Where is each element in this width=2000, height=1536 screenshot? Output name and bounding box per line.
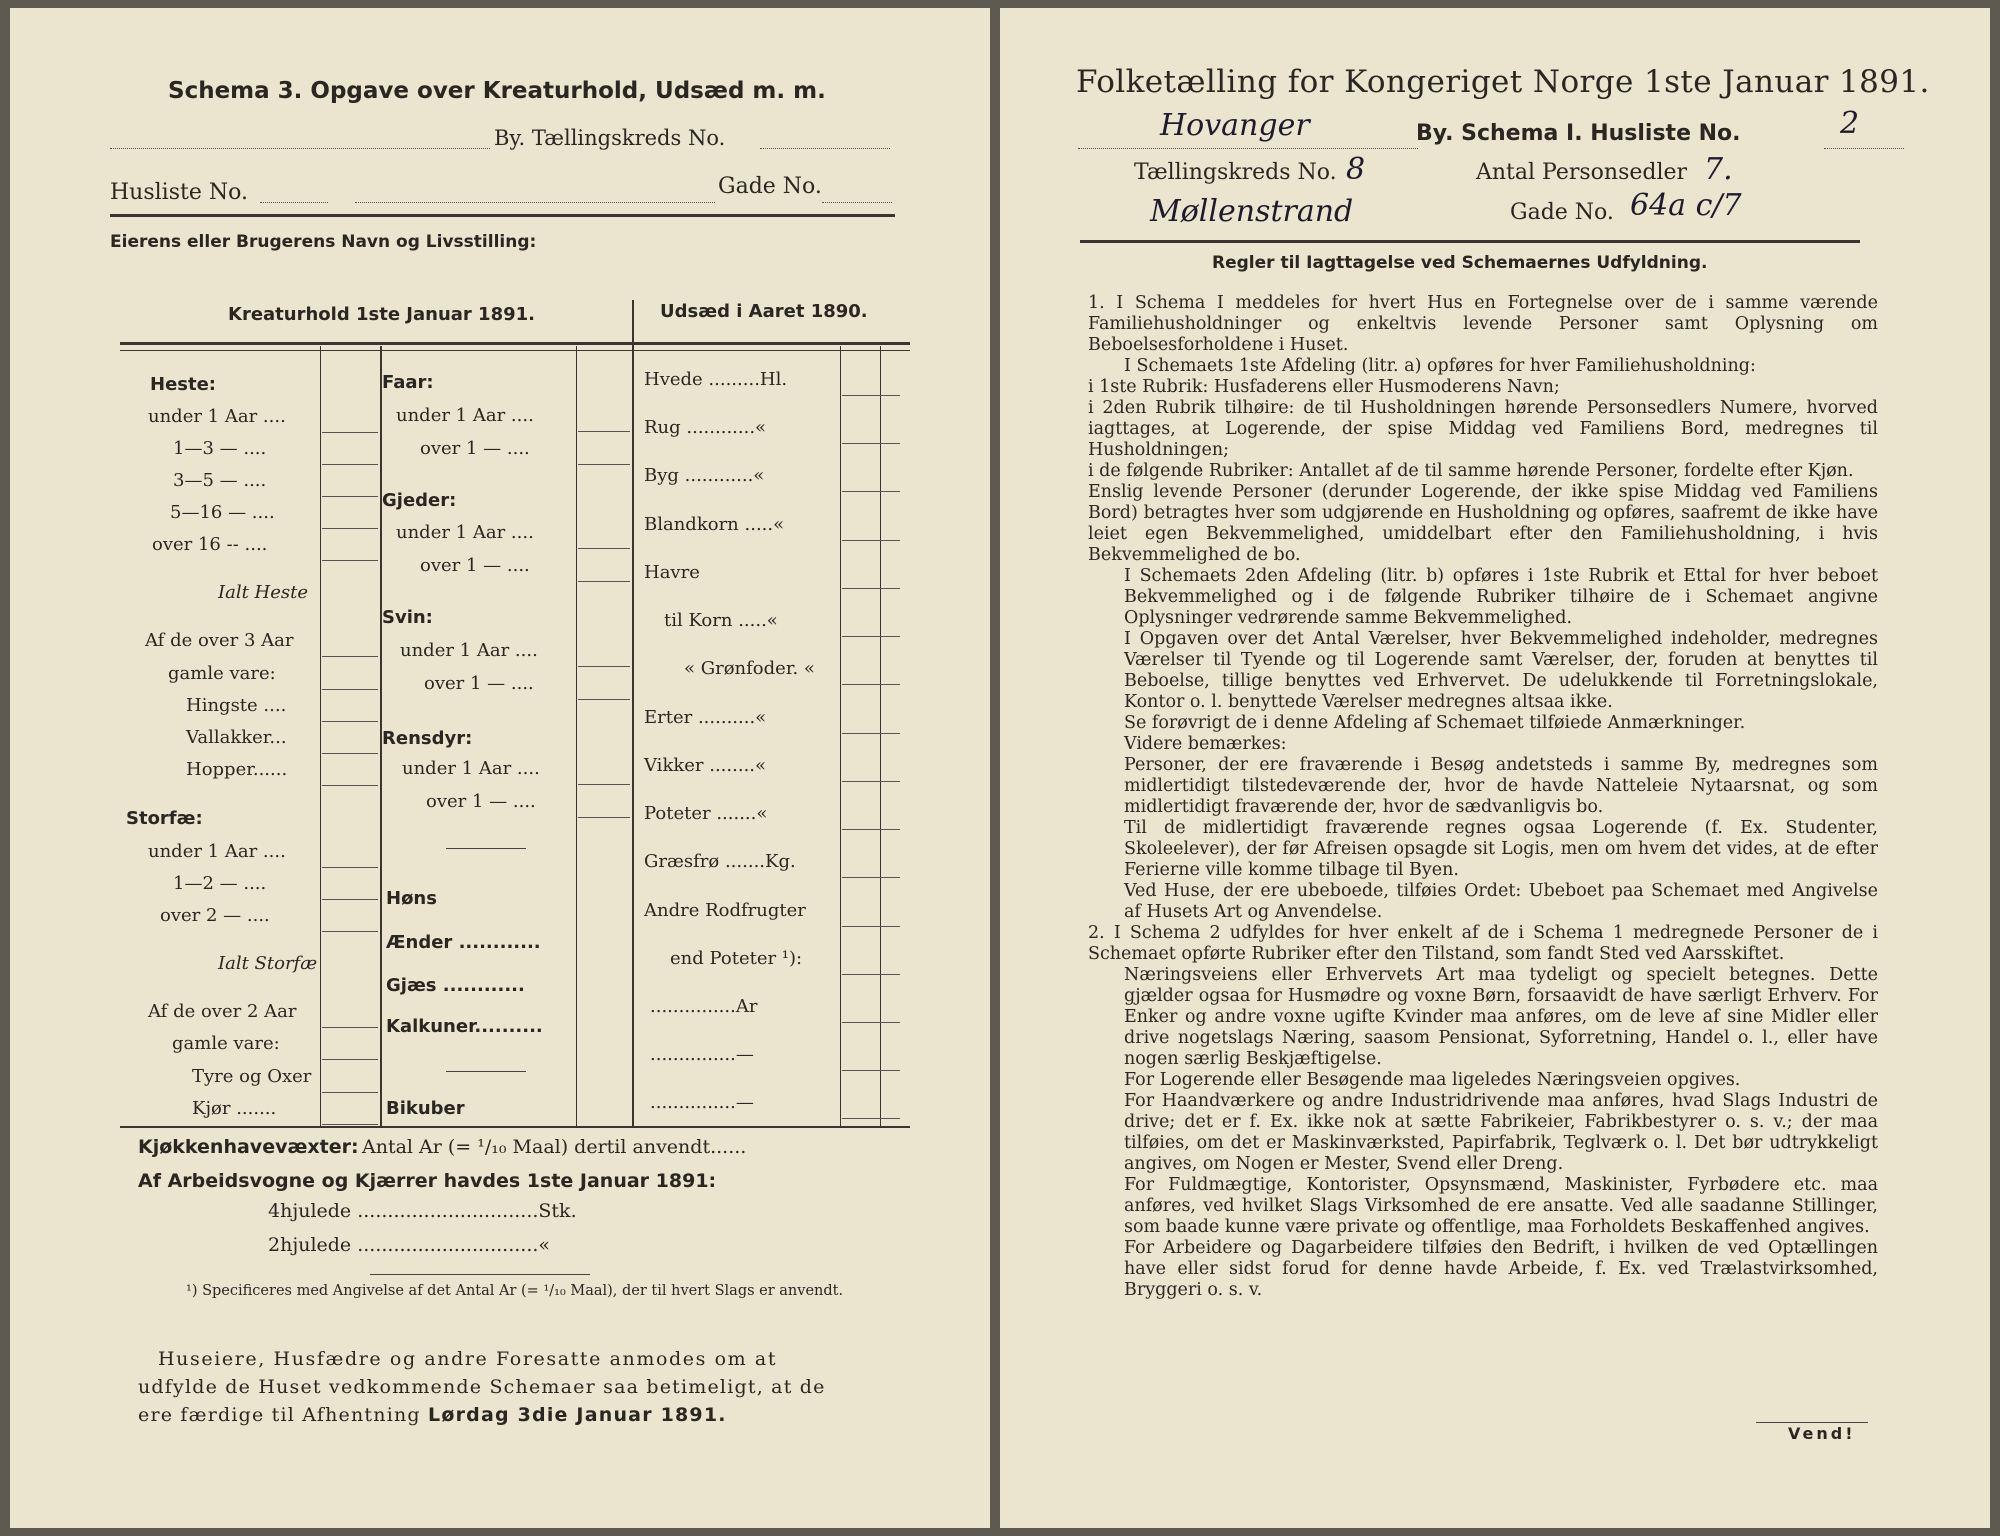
answer-line	[322, 1027, 378, 1028]
form-row-label: ...............—	[650, 1092, 754, 1113]
form-row-label: gamle vare:	[172, 1033, 280, 1054]
schema3-title: Schema 3. Opgave over Kreaturhold, Udsæd m. m.	[168, 78, 826, 104]
answer-line	[842, 491, 900, 492]
form-row-label: 5—16 — ....	[170, 502, 275, 523]
form-row-label: Faar:	[382, 372, 434, 393]
form-row-label: under 1 Aar ....	[148, 841, 286, 862]
answer-line	[842, 1022, 900, 1023]
rule-paragraph: For Arbeidere og Dagarbeidere tilføies den Bedrift, i hvilken de ved Optællingen have eller sidst forud for denne havde Arbeide, f. Ex. ved Trælastvirksomhed, Bryggeri o. s. v.	[1124, 1238, 1878, 1300]
answer-line	[322, 656, 378, 657]
form-row-label: Heste:	[150, 374, 216, 395]
answer-line	[578, 817, 630, 818]
rule-paragraph: Ved Huse, der ere ubeboede, tilføies Ordet: Ubeboet paa Schemaet med Angivelse af Husets Art og Anvendelse.	[1124, 881, 1878, 922]
answer-line	[842, 395, 900, 396]
footnote: ¹) Specificeres med Angivelse af det Antal Ar (= ¹/₁₀ Maal), der til hvert Slags er anvendt.	[186, 1283, 844, 1299]
answer-line	[322, 753, 378, 754]
form-row-label: ...............—	[650, 1044, 754, 1065]
rules-text	[1088, 293, 1878, 1301]
hjul4-label: 4hjulede ..............................Stk.	[268, 1200, 577, 1222]
form-row-label: Ænder ............	[386, 932, 541, 953]
answer-line	[322, 721, 378, 722]
answer-line	[842, 974, 900, 975]
by-handwritten: Hovanger	[1160, 108, 1310, 143]
form-row-label: Græsfrø .......Kg.	[644, 851, 796, 872]
rule-paragraph: For Fuldmægtige, Kontorister, Opsynsmænd, Maskinister, Fyrbødere etc. maa anføres, ved hvilket Slags Virksomhed de ere ansatte. Ved alle saadanne Stillinger, som baade kunne være private og offentlige, maa Forholdets Beskaffenhed angives.	[1124, 1175, 1878, 1237]
answer-line	[842, 829, 900, 830]
answer-line	[578, 666, 630, 667]
form-row-label: Tyre og Oxer	[192, 1066, 312, 1087]
answer-line	[322, 1124, 378, 1125]
closing-line-2: udfylde de Huset vedkommende Schemaer saa betimeligt, at de	[138, 1376, 826, 1398]
answer-line	[322, 899, 378, 900]
answer-line	[842, 1070, 900, 1071]
form-row-label: over 2 — ....	[160, 905, 270, 926]
form-row-label: over 16 -- ....	[152, 534, 268, 555]
form-row-label: til Korn .....«	[664, 610, 778, 631]
answer-line	[842, 1118, 900, 1119]
rule-paragraph: i de følgende Rubriker: Antallet af de til samme hørende Personer, fordelte efter Kjøn.	[1088, 461, 1854, 481]
form-row-label: Ialt Storfæ	[218, 953, 318, 974]
form-row-label: Byg ............«	[644, 465, 765, 486]
answer-line	[842, 684, 900, 685]
rule-paragraph: For Haandværkere og andre Industridrivende maa anføres, hvad Slags Industri de drive; det er f. Ex. ikke nok at sætte Fabrikeier, Fabrikbestyrer o. s. v.; der maa tilføies, om det er Maskinværksted, Papirfabrik, Teglværk o. l. Det bør udtrykkeligt angives, om Nogen er Mester, Svend eller Dreng.	[1124, 1091, 1878, 1174]
answer-line	[322, 528, 378, 529]
answer-line	[578, 784, 630, 785]
form-row-label: under 1 Aar ....	[396, 405, 534, 426]
form-row-label: Rensdyr:	[382, 728, 473, 749]
form-row-label: Vikker ........«	[644, 755, 767, 776]
husliste-label: Husliste No.	[110, 180, 248, 205]
antal-label: Antal Personsedler	[1476, 160, 1688, 185]
form-row-label: over 1 — ....	[420, 438, 530, 459]
answer-line	[322, 496, 378, 497]
answer-line	[578, 431, 630, 432]
answer-line	[842, 588, 900, 589]
form-row-label: Bikuber	[386, 1098, 465, 1119]
antal-handwritten: 7.	[1704, 152, 1733, 187]
kreds-label: Tællingskreds No.	[1134, 160, 1337, 185]
form-row-label: 1—3 — ....	[173, 438, 267, 459]
form-row-label: Høns	[386, 888, 437, 909]
rule-paragraph: Personer, der ere fraværende i Besøg andetsteds i samme By, medregnes som midlertidigt tilstedeværende der, hvor de havde Natteleie Nytaarsnat, og som midlertidigt fraværende der, hvor de sædvanligvis bo.	[1124, 755, 1878, 817]
form-row-label: Hingste ....	[186, 695, 287, 716]
right-page	[1000, 8, 1990, 1528]
gade-handwritten: Møllenstrand	[1150, 194, 1354, 229]
closing-line-3: ere færdige til Afhentning Lørdag 3die Januar 1891.	[138, 1404, 727, 1426]
answer-line	[842, 926, 900, 927]
answer-line	[322, 560, 378, 561]
form-row-label: Andre Rodfrugter	[644, 900, 806, 921]
answer-line	[578, 699, 630, 700]
arbeids-label: Af Arbeidsvogne og Kjærrer havdes 1ste Januar 1891:	[138, 1170, 717, 1192]
form-row-label: « Grønfoder. «	[684, 658, 815, 679]
form-row-label: gamle vare:	[168, 663, 276, 684]
answer-line	[322, 689, 378, 690]
form-row-label: ...............Ar	[650, 996, 758, 1017]
answer-line	[578, 464, 630, 465]
form-row-label: Gjæs ............	[386, 975, 525, 996]
form-row-label: 3—5 — ....	[173, 470, 267, 491]
kjokken-text: Antal Ar (= ¹/₁₀ Maal) dertil anvendt......	[362, 1136, 747, 1158]
rule-paragraph: Til de midlertidigt fraværende regnes ogsaa Logerende (f. Ex. Studenter, Skoleelever), der før Afreisen opsagde sit Logis, men om hvem det vides, at de efter Ferierne ville komme tilbage til Byen.	[1124, 818, 1878, 880]
gade-no-handwritten: 64a c/7	[1630, 188, 1742, 223]
rule-paragraph: I Schemaets 2den Afdeling (litr. b) opføres i 1ste Rubrik et Ettal for hver beboet Bekvemmelighed og i de følgende Rubriker tilhøire de i Schemaet angivne Oplysninger vedrørende samme Bekvemmelighed.	[1124, 566, 1878, 628]
form-row-label: Rug ............«	[644, 417, 767, 438]
form-row-label: Vallakker...	[186, 727, 287, 748]
form-row-label: under 1 Aar ....	[148, 406, 286, 427]
rule-paragraph: i 1ste Rubrik: Husfaderens eller Husmoderens Navn;	[1088, 377, 1560, 397]
answer-line	[578, 581, 630, 582]
answer-line	[842, 443, 900, 444]
answer-line	[842, 877, 900, 878]
form-row-label: Hopper......	[186, 759, 288, 780]
rule-paragraph: Næringsveiens eller Erhvervets Art maa tydeligt og specielt betegnes. Dette gjælder ogsaa for Husmødre og voxne Børn, forsaavidt de have særligt Erhverv. For Enker og andre voxne ugifte Kvinder maa anføres, om de leve af sine Midler eller drive nogetslags Næring, saasom Pensionat, Syforretning, Handel o. l., eller have nogen særlig Beskjæftigelse.	[1124, 965, 1878, 1069]
form-row-label: Kalkuner..........	[386, 1016, 543, 1037]
rule-paragraph: 2. I Schema 2 udfyldes for hver enkelt af de i Schema 1 medregnede Personer de i Schemaet opførte Rubriker efter den Tilstand, som fandt Sted ved Aarsskiftet.	[1088, 923, 1878, 964]
kreds-handwritten: 8	[1346, 152, 1366, 187]
rule-paragraph: Se forøvrigt de i denne Afdeling af Schemaet tilføiede Anmærkninger.	[1124, 713, 1746, 733]
form-row-label: Havre	[644, 562, 700, 583]
answer-line	[322, 931, 378, 932]
answer-line	[842, 733, 900, 734]
form-row-label: 1—2 — ....	[173, 873, 267, 894]
answer-line	[578, 548, 630, 549]
gade-no-label: Gade No.	[1510, 200, 1614, 225]
form-row-label: under 1 Aar ....	[396, 522, 534, 543]
answer-line	[322, 464, 378, 465]
rule-paragraph: Videre bemærkes:	[1124, 734, 1287, 754]
rule-paragraph: 1. I Schema I meddeles for hvert Hus en Fortegnelse over de i samme værende Familiehusholdninger og enkeltvis levende Personer samt Oplysning om Beboelsesforholdene i Huset.	[1088, 293, 1878, 355]
by-label: By. Tællingskreds No.	[494, 126, 726, 150]
hjul2-label: 2hjulede ..............................«	[268, 1234, 551, 1256]
form-row-label: over 1 — ....	[424, 673, 534, 694]
owner-label: Eierens eller Brugerens Navn og Livsstilling:	[110, 232, 537, 252]
form-row-label: Hvede .........Hl.	[644, 369, 788, 390]
answer-line	[322, 785, 378, 786]
form-row-label: Erter ..........«	[644, 707, 767, 728]
form-row-label: over 1 — ....	[420, 555, 530, 576]
kjokken-label: Kjøkkenhavevæxter:	[138, 1136, 359, 1158]
form-row-label: Storfæ:	[126, 808, 203, 829]
form-row-label: under 1 Aar ....	[400, 640, 538, 661]
rule-paragraph: I Schemaets 1ste Afdeling (litr. a) opføres for hver Familiehusholdning:	[1124, 356, 1756, 376]
gade-label: Gade No.	[718, 174, 822, 199]
census-title: Folketælling for Kongeriget Norge 1ste Januar 1891.	[1076, 64, 1930, 100]
form-row-label: Svin:	[382, 607, 433, 628]
answer-line	[842, 781, 900, 782]
schema1-husliste-label: By. Schema I. Husliste No.	[1416, 121, 1741, 146]
form-row-label: under 1 Aar ....	[402, 758, 540, 779]
husliste-handwritten: 2	[1840, 106, 1860, 141]
answer-line	[322, 1092, 378, 1093]
kreatur-header: Kreaturhold 1ste Januar 1891.	[228, 304, 535, 325]
form-row-label: Poteter .......«	[644, 803, 768, 824]
rule-paragraph: Enslig levende Personer (derunder Logerende, der ikke spise Middag ved Familiens Bord) betragtes hver som udgjørende en Husholdning og opføres, saafremt de ikke have leiet egen Bekvemmelighed, umiddelbart efter den Familiehusholdning, i hvis Bekvemmelighed de bo.	[1088, 482, 1878, 565]
rule-paragraph: i 2den Rubrik tilhøire: de til Husholdningen hørende Personsedlers Numere, hvorved iagttages, at Logerende, der spise Middag ved Familiens Bord, medregnes til Husholdningen;	[1088, 398, 1878, 460]
answer-line	[842, 540, 900, 541]
vend-label: Vend!	[1788, 1424, 1856, 1443]
answer-line	[322, 1059, 378, 1060]
left-page	[10, 8, 990, 1528]
form-row-label: Gjeder:	[382, 490, 457, 511]
form-row-label: Blandkorn .....«	[644, 514, 785, 535]
form-row-label: over 1 — ....	[426, 791, 536, 812]
rule-paragraph: For Logerende eller Besøgende maa ligeledes Næringsveien opgives.	[1124, 1070, 1741, 1090]
form-row-label: end Poteter ¹):	[670, 948, 803, 969]
form-row-label: Af de over 3 Aar	[145, 630, 294, 651]
form-row-label: Kjør .......	[192, 1098, 277, 1119]
form-row-label: Ialt Heste	[218, 582, 309, 603]
closing-line-1: Huseiere, Husfædre og andre Foresatte anmodes om at	[158, 1348, 778, 1370]
rule-paragraph: I Opgaven over det Antal Værelser, hver Bekvemmelighed indeholder, medregnes Værelser til Tyende og til Logerende samt Værelser, der, foruden at benyttes til Beboelse, tillige benyttes ved Erhvervet. De udelukkende til Forretningslokale, Kontor o. l. benyttede Værelser medregnes altsaa ikke.	[1124, 629, 1878, 712]
answer-line	[842, 636, 900, 637]
form-row-label: Af de over 2 Aar	[148, 1001, 297, 1022]
udsaed-header: Udsæd i Aaret 1890.	[660, 301, 868, 322]
answer-line	[322, 867, 378, 868]
answer-line	[322, 432, 378, 433]
rules-title: Regler til Iagttagelse ved Schemaernes Udfyldning.	[1212, 253, 1708, 273]
